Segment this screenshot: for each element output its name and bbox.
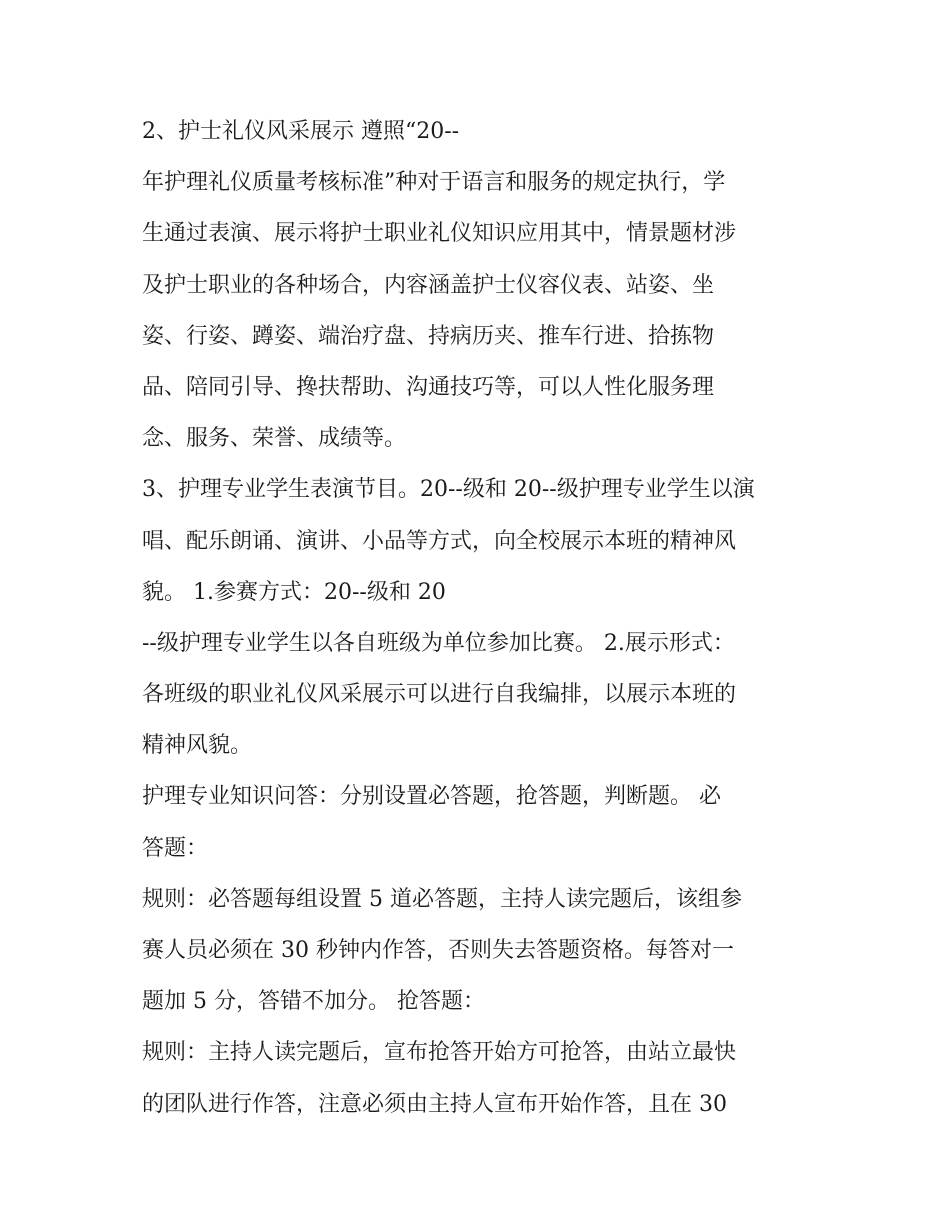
text-line: 赛人员必须在 30 秒钟内作答，否则失去答题资格。每答对一 [142, 938, 734, 963]
text-line: --级护理专业学生以各自班级为单位参加比赛。 2.展示形式： [142, 630, 735, 656]
text-line: 2、护士礼仪风采展示 遵照“20-- [142, 119, 460, 144]
text-line: 年护理礼仪质量考核标准”种对于语言和服务的规定执行，学 [142, 170, 726, 196]
text-line: 的团队进行作答，注意必须由主持人宣布开始作答，且在 30 [142, 1091, 727, 1117]
document-body [142, 106, 832, 1130]
text-line: 唱、配乐朗诵、演讲、小品等方式，向全校展示本班的精神风 [142, 528, 737, 554]
text-line: 规则：必答题每组设置 5 道必答题，主持人读完题后，该组参 [142, 886, 742, 912]
text-line: 姿、行姿、蹲姿、端治疗盘、持病历夹、推车行进、拾拣物 [142, 323, 715, 349]
text-line: 念、服务、荣誉、成绩等。 [142, 426, 407, 452]
text-line: 精神风貌。 [142, 733, 253, 759]
text-line: 貌。 1.参赛方式：20--级和 20 [142, 579, 446, 605]
text-line: 答题： [142, 835, 209, 861]
text-line: 及护士职业的各种场合，内容涵盖护士仪容仪表、站姿、坐 [142, 272, 715, 298]
text-line: 各班级的职业礼仪风采展示可以进行自我编排，以展示本班的 [142, 682, 737, 708]
text-line: 护理专业知识问答：分别设置必答题，抢答题，判断题。 必 [142, 784, 721, 810]
text-line: 品、陪同引导、搀扶帮助、沟通技巧等，可以人性化服务理 [142, 374, 715, 400]
text-line: 题加 5 分，答错不加分。 抢答题： [142, 989, 485, 1015]
text-line: 生通过表演、展示将护士职业礼仪知识应用其中，情景题材涉 [142, 221, 737, 247]
text-line: 规则：主持人读完题后，宣布抢答开始方可抢答，由站立最快 [142, 1040, 737, 1066]
text-line: 3、护理专业学生表演节目。20--级和 20--级护理专业学生以演 [142, 477, 755, 503]
